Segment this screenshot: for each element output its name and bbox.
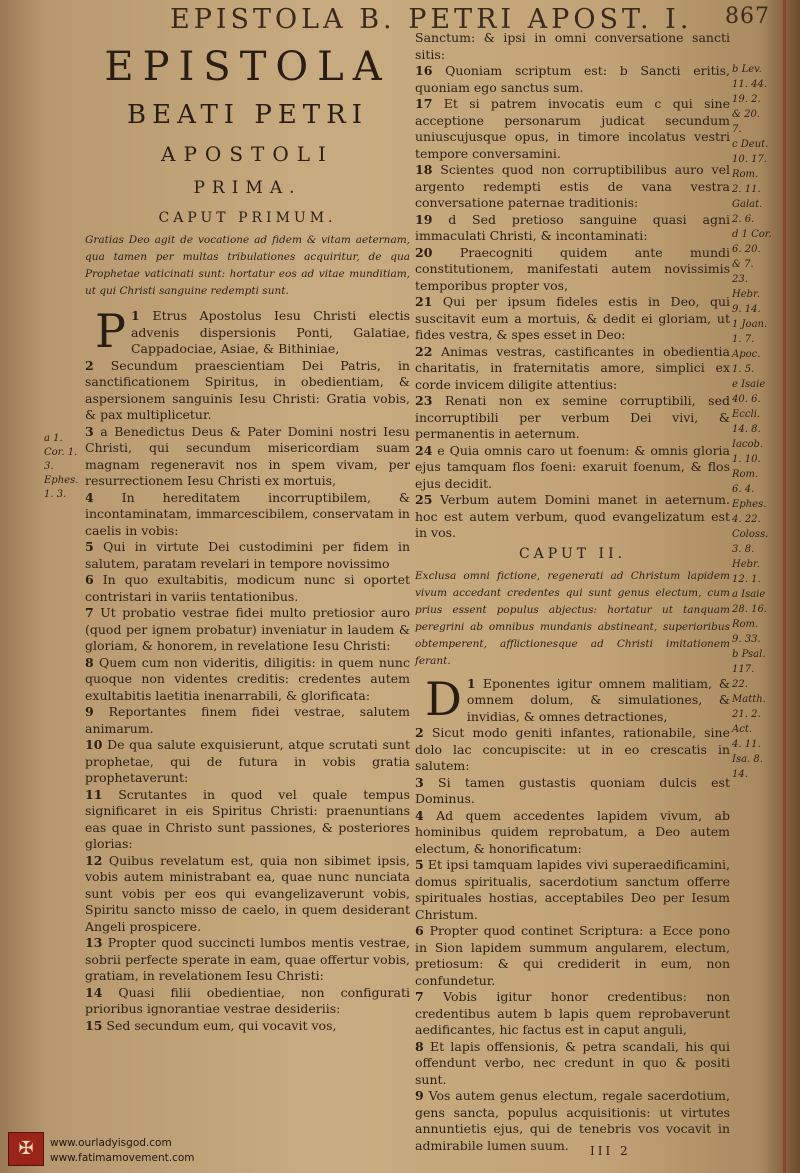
margin-ref: 9. 14. xyxy=(732,304,761,315)
margin-ref: 11. 44. xyxy=(732,79,767,90)
chapter1-heading: CAPUT PRIMUM. xyxy=(158,210,337,226)
verse-number: 3 xyxy=(415,774,424,790)
verse-number: 9 xyxy=(85,704,94,719)
verse-text: In quo exultabitis, modicum nunc si oportet contristari in variis tentationibus. xyxy=(85,572,410,604)
verse-14 xyxy=(85,985,410,1018)
margin-ref: 10. 17. xyxy=(732,154,767,165)
margin-ref: 4. 11. xyxy=(732,739,761,750)
verse-r-22 xyxy=(415,344,730,394)
margin-ref: Hebr. xyxy=(732,559,760,570)
verse-text: a Benedictus Deus & Pater Domini nostri Iesu Christi, qui secundum misericordiam suam magnam regeneravit nos in spem vivam, per resurrectionem Iesu Christi ex mortuis, xyxy=(85,423,410,488)
verse-text: Et si patrem invocatis eum c qui sine acceptione personarum judicat secundum uniuscujusque opus, in timore incolatus vestri tempore conversamini. xyxy=(415,96,730,161)
verse-list-right xyxy=(415,30,730,542)
verse-text: Ad quem accedentes lapidem vivum, ab hominibus quidem reprobatum, a Deo autem electum, & honorificatum: xyxy=(415,807,730,856)
footer-url-1[interactable]: www.ourladyisgod.com xyxy=(50,1137,172,1149)
verse-number: 12 xyxy=(85,852,103,868)
margin-ref: 28. 16. xyxy=(732,604,767,615)
margin-ref: Rom. xyxy=(732,619,759,630)
verse-r-cont xyxy=(415,30,730,63)
verse-number: 5 xyxy=(415,857,424,872)
verse-text: Renati non ex semine corruptibili, sed incorruptibili per verbum Dei vivi, & permanentis in aeternum. xyxy=(415,393,730,441)
verse-number: 16 xyxy=(415,63,433,78)
margin-ref: 1. 5. xyxy=(732,364,755,375)
verse-10 xyxy=(85,737,410,787)
drop-cap-2: D xyxy=(425,671,462,726)
margin-ref: 14. 8. xyxy=(732,424,761,435)
verse-2 xyxy=(85,358,410,424)
verse-text: Qui in virtute Dei custodimini per fidem in salutem, paratam revelari in tempore novissimo xyxy=(85,539,410,571)
margin-ref: 40. 6. xyxy=(732,394,761,405)
verse-1: 1 P Etrus Apostolus Iesu Christi electis advenis dispersionis Ponti, Galatiae, Cappadociae, Asiae, & Bithiniae, xyxy=(95,304,410,358)
chapter2-heading: CAPUT II. xyxy=(518,545,627,562)
ch2-verse-6 xyxy=(415,923,730,989)
verse-number: 7 xyxy=(415,989,424,1004)
title-prima: PRIMA. xyxy=(193,178,302,198)
verse-number: 10 xyxy=(85,737,103,752)
verse-text: Et ipsi tamquam lapides vivi superaedificamini, domus spiritualis, sacerdotium sanctum offerre spirituales hostias, acceptabiles Deo per Iesum Christum. xyxy=(415,857,730,922)
margin-notes-right xyxy=(732,62,790,782)
verse-text: Verbum autem Domini manet in aeternum. hoc est autem verbum, quod evangelizatum est in vos. xyxy=(415,492,730,540)
verse-number: 21 xyxy=(415,294,433,309)
margin-ref: 7. xyxy=(732,124,742,135)
margin-ref: 6. 20. xyxy=(732,244,761,255)
ch2-verse-5 xyxy=(415,857,730,923)
verse-number: 24 xyxy=(415,442,433,458)
margin-ref: Act. xyxy=(732,724,753,735)
signature-mark: III 2 xyxy=(590,1144,631,1158)
verse-number: 2 xyxy=(415,725,424,740)
verse-number: 4 xyxy=(415,807,424,823)
footer-urls xyxy=(50,1136,195,1166)
verse-text: Propter quod continet Scriptura: a Ecce pono in Sion lapidem summum angularem, electum, pretiosum: & qui crediderit in eum, non confundetur. xyxy=(415,923,730,988)
margin-ref: 2. 11. xyxy=(732,184,761,195)
ch2-verse-4 xyxy=(415,808,730,858)
verse-number: 14 xyxy=(85,984,103,1000)
title-apostoli: APOSTOLI xyxy=(161,142,334,166)
title-epistola: EPISTOLA xyxy=(104,44,391,90)
verse-r-24 xyxy=(415,443,730,493)
verse-text: Si tamen gustastis quoniam dulcis est Dominus. xyxy=(415,774,730,806)
margin-ref: d 1 Cor. xyxy=(732,229,772,240)
verse-number: 18 xyxy=(415,162,433,177)
verse-number: 3 xyxy=(85,423,94,439)
verse-text: Scientes quod non corruptibilibus auro vel argento redempti estis de vana vestra conversatione paternae traditionis: xyxy=(415,162,730,210)
page-number: 867 xyxy=(725,4,770,29)
left-column xyxy=(85,40,410,1034)
verse-text: Praecogniti quidem ante mundi constitutionem, manifestati autem novissimis temporibus propter vos, xyxy=(415,244,730,293)
verse-text: Animas vestras, castificantes in obedientia charitatis, in fraternitatis amore, simplici ex corde invicem diligite attentius: xyxy=(415,343,730,392)
verse-text: De qua salute exquisierunt, atque scrutati sunt prophetae, qui de futura in vobis gratia prophetaverunt: xyxy=(85,737,410,785)
verse-number: 15 xyxy=(85,1017,103,1033)
verse-9 xyxy=(85,704,410,737)
verse-list xyxy=(85,358,410,1035)
verse-number: 9 xyxy=(415,1088,424,1103)
verse-text: Quem cum non videritis, diligitis: in quem nunc quoque non videntes creditis: credentes autem exultabitis laetitia inenarrabili, & glorificata: xyxy=(85,654,410,703)
margin-ref: 4. 22. xyxy=(732,514,761,525)
verse-number: 8 xyxy=(415,1038,424,1054)
margin-ref: 1. 10. xyxy=(732,454,761,465)
verse-number: 19 xyxy=(415,211,433,227)
verse-r-23 xyxy=(415,393,730,443)
verse-r-19 xyxy=(415,212,730,245)
margin-ref: 14. xyxy=(732,769,748,780)
margin-ref: Rom. xyxy=(732,169,759,180)
verse-text: d Sed pretioso sanguine quasi agni immaculati Christi, & incontaminati: xyxy=(415,211,730,243)
verse-11 xyxy=(85,787,410,853)
margin-ref: Ephes. xyxy=(732,499,767,510)
verse-r-20 xyxy=(415,245,730,295)
margin-ref: 117. xyxy=(732,664,755,675)
verse-r-16 xyxy=(415,63,730,96)
verse-13 xyxy=(85,935,410,985)
verse-text: Et lapis offensionis, & petra scandali, his qui offendunt verbo, nec credunt in quo & positi sunt. xyxy=(415,1038,730,1087)
margin-ref: Apoc. xyxy=(732,349,761,360)
chapter1-argument: Gratias Deo agit de vocatione ad fidem & vitam aeternam, qua tamen per multas tribulationes acquiritur, de qua Prophetae vaticinati sunt: hortatur eos ad vitae munditiam, ut qui Christi sanguine redempti sunt. xyxy=(85,234,410,297)
running-title: EPISTOLA B. PETRI APOST. I. xyxy=(170,4,693,35)
verse-text: Eponentes igitur omnem malitiam, & omnem dolum, & simulationes, & invidias, & omnes detractiones, xyxy=(466,675,730,724)
verse-text: Sed secundum eum, qui vocavit vos, xyxy=(106,1017,337,1033)
verse-number: 13 xyxy=(85,935,103,950)
margin-ref: 1. 7. xyxy=(732,334,755,345)
margin-ref: Iacob. xyxy=(732,439,764,450)
margin-ref: 6. 4. xyxy=(732,484,755,495)
verse-number: 17 xyxy=(415,96,433,111)
footer-url-2[interactable]: www.fatimamovement.com xyxy=(50,1152,195,1164)
title-beati-petri: BEATI PETRI xyxy=(127,100,368,130)
verse-text: Secundum praescientiam Dei Patris, in sanctificationem Spiritus, in obedientiam, & aspersionem sanguinis Iesu Christi: Gratia vobis, & pax multiplicetur. xyxy=(85,357,410,422)
verse-8 xyxy=(85,655,410,705)
ch2-verse-8 xyxy=(415,1039,730,1089)
margin-ref: a Isaie xyxy=(732,589,766,600)
verse-number: 22 xyxy=(415,343,433,359)
verse-text: Etrus Apostolus Iesu Christi electis advenis dispersionis Ponti, Galatiae, Cappadociae, Asiae, & Bithiniae, xyxy=(130,308,410,356)
verse-r-25 xyxy=(415,492,730,542)
verse-7 xyxy=(85,605,410,655)
verse-number: 8 xyxy=(85,654,94,670)
verse-number: 4 xyxy=(85,489,94,505)
drop-cap: P xyxy=(95,304,126,358)
ch2-verse-2 xyxy=(415,725,730,775)
margin-notes-left: a 1. Cor. 1. 3. Ephes. 1. 3. xyxy=(44,433,79,500)
ch2-verse-7 xyxy=(415,989,730,1039)
margin-ref: 3. 8. xyxy=(732,544,755,555)
verse-text: Quasi filii obedientiae, non configurati prioribus ignorantiae vestrae desideriis: xyxy=(85,984,410,1016)
verse-3 xyxy=(85,424,410,490)
margin-ref: Isa. 8. xyxy=(732,754,763,765)
verse-text: Ut probatio vestrae fidei multo pretiosior auro (quod per ignem probatur) inveniatur in laudem & gloriam, & honorem, in revelatione Iesu Christi: xyxy=(85,605,410,653)
margin-ref: 23. xyxy=(732,274,748,285)
verse-number: 20 xyxy=(415,244,433,260)
verse-number: 7 xyxy=(85,605,94,620)
verse-number: 5 xyxy=(85,539,94,554)
verse-text: In hereditatem incorruptibilem, & incontaminatam, immarcescibilem, conservatam in caelis in vobis: xyxy=(85,489,410,538)
margin-ref: & 20. xyxy=(732,109,760,120)
right-column xyxy=(415,30,730,1154)
margin-ref: Hebr. xyxy=(732,289,760,300)
verse-12 xyxy=(85,853,410,936)
margin-ref: 19. 2. xyxy=(732,94,761,105)
verse-text: Qui per ipsum fideles estis in Deo, qui suscitavit eum a mortuis, & dedit ei gloriam, ut fides vestra, & spes esset in Deo: xyxy=(415,294,730,342)
margin-ref: 2. 6. xyxy=(732,214,755,225)
verse-text: Quoniam scriptum est: b Sancti eritis, quoniam ego sanctus sum. xyxy=(415,63,730,95)
verse-number: 23 xyxy=(415,393,433,408)
margin-ref: & 7. xyxy=(732,259,754,270)
ch2-verse-3 xyxy=(415,775,730,808)
verse-text: Vobis igitur honor credentibus: non credentibus autem b lapis quem reprobaverunt aedificantes, hic factus est in caput anguli, xyxy=(415,989,730,1037)
verse-r-17 xyxy=(415,96,730,162)
verse-number: 2 xyxy=(85,357,94,373)
margin-ref: Matth. xyxy=(732,694,766,705)
verse-15 xyxy=(85,1018,410,1035)
verse-4 xyxy=(85,490,410,540)
verse-text: Reportantes finem fidei vestrae, salutem animarum. xyxy=(85,704,410,736)
verse-r-18 xyxy=(415,162,730,212)
verse-text: Propter quod succincti lumbos mentis vestrae, sobrii perfecte sperate in eam, quae offertur vobis, gratiam, in revelationem Iesu Christi: xyxy=(85,935,410,983)
ch2-verse-9 xyxy=(415,1088,730,1154)
verse-text: Sicut modo geniti infantes, rationabile, sine dolo lac concupiscite: ut in eo crescatis in salutem: xyxy=(415,725,730,773)
verse-number: 11 xyxy=(85,786,103,802)
margin-ref: 9. 33. xyxy=(732,634,761,645)
margin-ref: 1 Joan. xyxy=(732,319,768,330)
margin-ref: 12. 1. xyxy=(732,574,761,585)
margin-ref: Galat. xyxy=(732,199,763,210)
cross-icon: ✠ xyxy=(18,1138,34,1159)
verse-6 xyxy=(85,572,410,605)
margin-ref: b Lev. xyxy=(732,64,762,75)
verse-text: Vos autem genus electum, regale sacerdotium, gens sancta, populus acquisitionis: ut virtutes annuntietis ejus, qui de tenebris vos vocavit in admirabile lumen suum. xyxy=(415,1088,730,1153)
margin-ref: Coloss. xyxy=(732,529,769,540)
verse-number: 25 xyxy=(415,492,433,507)
margin-ref: c Deut. xyxy=(732,139,769,150)
verse-number: 6 xyxy=(415,923,424,938)
margin-ref: b Psal. xyxy=(732,649,766,660)
margin-ref: Rom. xyxy=(732,469,759,480)
margin-ref: 22. xyxy=(732,679,748,690)
verse-r-21 xyxy=(415,294,730,344)
verse-5 xyxy=(85,539,410,572)
verse-text: e Quia omnis caro ut foenum: & omnis gloria ejus tamquam flos foeni: exaruit foenum, & flos ejus decidit. xyxy=(415,442,730,491)
verse-text: Scrutantes in quod vel quale tempus significaret in eis Spiritus Christi: praenuntians eas quae in Christo sunt passiones, & posteriores glorias: xyxy=(85,786,410,851)
chapter2-argument: Exclusa omni fictione, regenerati ad Christum lapidem vivum accedant credentes qui sunt genus electum, cum prius essent populus abjectus: hortatur ut tanquam peregrini ab omnibus mundanis abstineant, superioribus obtemperent, afflictionesque ad Christi imitationem ferant. xyxy=(415,569,730,667)
verse-text: Quibus revelatum est, quia non sibimet ipsis, vobis autem ministrabant ea, quae nunc nunciata sunt vobis per eos qui evangelizaverunt vobis, Spiritu sancto misso de caelo, in quem desiderant Angeli prospicere. xyxy=(85,852,410,934)
margin-ref: 21. 2. xyxy=(732,709,761,720)
verse-list-ch2 xyxy=(415,725,730,1154)
margin-ref: e Isaie xyxy=(732,379,766,390)
verse-text: Sanctum: & ipsi in omni conversatione sancti sitis: xyxy=(415,30,730,62)
verse-number: 6 xyxy=(85,572,94,587)
margin-ref: Eccli. xyxy=(732,409,761,420)
ch2-verse-1: 1 D Eponentes igitur omnem malitiam, & omnem dolum, & simulationes, & invidias, & omnes detractiones, xyxy=(425,671,730,726)
